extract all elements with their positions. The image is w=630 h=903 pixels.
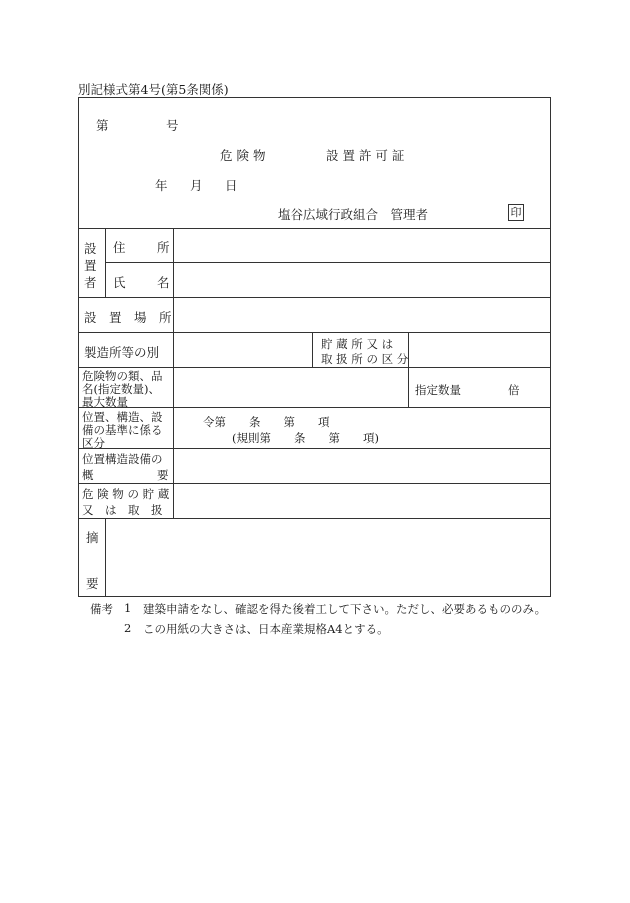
hazmat-label-line-1: 危険物の類、品 xyxy=(82,369,163,383)
rule-remarks-label-right xyxy=(105,518,106,597)
note-2-text: この用紙の大きさは、日本産業規格A4とする。 xyxy=(143,622,389,636)
rule-address-bottom xyxy=(105,262,551,263)
issuer-name: 塩谷広域行政組合 管理者 xyxy=(278,207,429,222)
address-label-a: 住 xyxy=(113,240,126,255)
installer-char-3: 者 xyxy=(84,275,97,290)
permit-number-prefix: 第 xyxy=(96,118,109,133)
designated-qty-unit: 倍 xyxy=(508,383,520,397)
designated-qty-label: 指定数量 xyxy=(415,383,461,397)
location-label: 設 置 場 所 xyxy=(84,310,172,325)
overview-label-line-1: 位置構造設備の xyxy=(82,452,163,466)
standards-label-line-1: 位置、構造、設 xyxy=(82,410,163,424)
rule-standards-bottom xyxy=(78,448,551,449)
date-day: 日 xyxy=(225,178,238,193)
rule-label-col-right xyxy=(173,228,174,518)
date-year: 年 xyxy=(155,178,168,193)
name-label-b: 名 xyxy=(157,275,170,290)
name-label-a: 氏 xyxy=(113,275,126,290)
seal-mark: 印 xyxy=(508,204,524,221)
rule-overview-bottom xyxy=(78,483,551,484)
rule-storage-label-left xyxy=(312,332,313,367)
document-title-left: 危 険 物 xyxy=(220,148,266,163)
form-number-label: 別記様式第4号(第5条関係) xyxy=(78,82,229,97)
overview-label-char-b: 要 xyxy=(157,468,169,482)
rule-location-bottom xyxy=(78,332,551,333)
remarks-label-char-a: 摘 xyxy=(86,530,99,545)
rule-handling-bottom xyxy=(78,518,551,519)
date-month: 月 xyxy=(190,178,203,193)
permit-number-suffix: 号 xyxy=(166,118,179,133)
overview-label-char-a: 概 xyxy=(82,468,94,482)
handling-label-line-1: 危 険 物 の 貯 蔵 xyxy=(82,487,170,501)
rule-installer-bottom xyxy=(78,297,551,298)
rule-installer-group-right xyxy=(105,228,106,297)
document-title-right: 設 置 許 可 証 xyxy=(326,148,405,163)
address-label-b: 所 xyxy=(157,240,170,255)
standards-label-line-3: 区分 xyxy=(82,436,105,450)
hazmat-label-line-3: 最大数量 xyxy=(82,395,128,409)
standards-article-line: 令第 条 第 項 xyxy=(203,415,330,429)
handling-label-line-2: 又 は 取 扱 xyxy=(82,503,163,517)
notes-label: 備考 xyxy=(90,602,113,616)
hazmat-label-line-2: 名(指定数量)、 xyxy=(82,382,160,396)
facility-type-label: 製造所等の別 xyxy=(84,345,160,360)
standards-label-line-2: 備の基準に係る xyxy=(82,423,163,437)
installer-char-2: 置 xyxy=(84,258,97,273)
rule-hazmat-bottom xyxy=(78,407,551,408)
note-1-number: 1 xyxy=(124,601,132,615)
note-2-number: 2 xyxy=(124,621,132,635)
note-1-text: 建築申請をなし、確認を得た後着工して下さい。ただし、必要あるもののみ。 xyxy=(143,602,547,616)
rule-header-bottom xyxy=(78,228,551,229)
storage-label-line-2: 取 扱 所 の 区 分 xyxy=(321,352,409,366)
remarks-label-char-b: 要 xyxy=(86,576,99,591)
rule-storage-label-right xyxy=(408,332,409,407)
installer-char-1: 設 xyxy=(84,241,97,256)
storage-label-line-1: 貯 蔵 所 又 は xyxy=(321,337,394,351)
standards-rule-line: (規則第 条 第 項) xyxy=(232,431,379,445)
